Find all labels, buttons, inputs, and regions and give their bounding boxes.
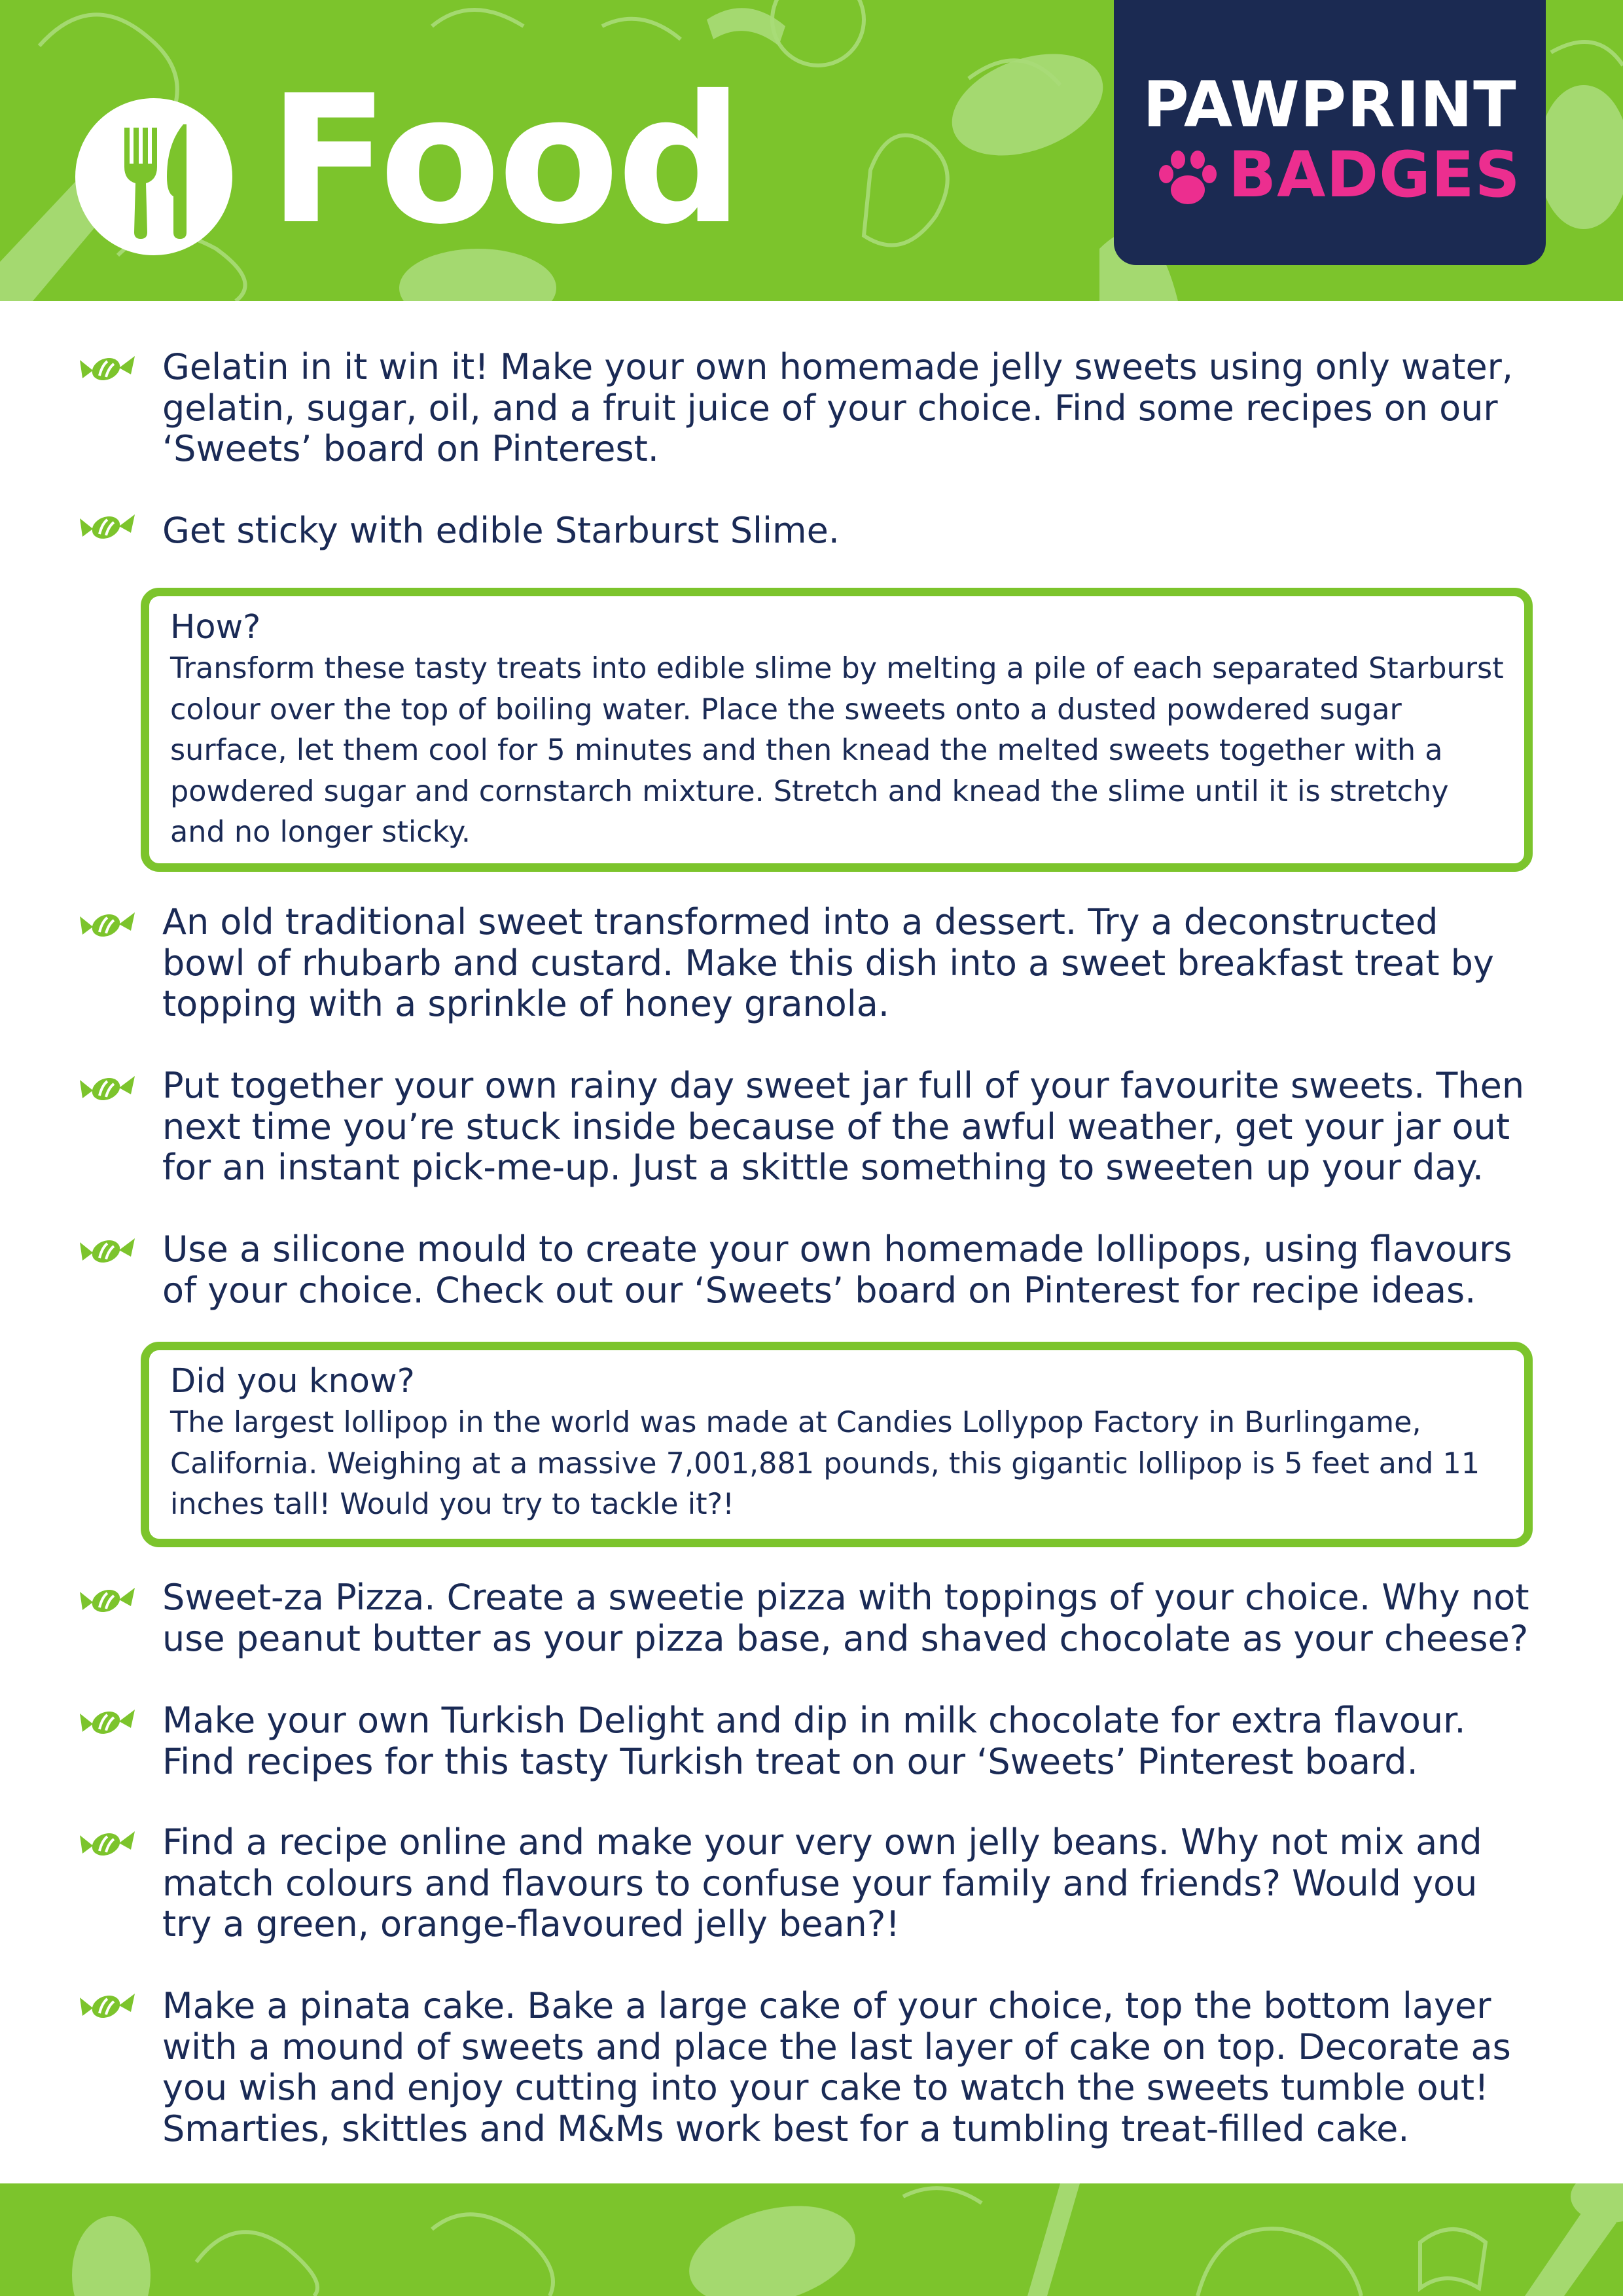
list-item: Make your own Turkish Delight and dip in milk chocolate for extra flavour. Find recipes for this tasty Turkish treat on our ‘Sweets’ Pinterest board. [162,1700,1466,1782]
list-item: An old traditional sweet transformed into a dessert. Try a deconstructed bowl of rhubarb and custard. Make this dish into a sweet breakfast treat by topping with a sprinkle of honey granola. [162,901,1494,1024]
box-text: The largest lollipop in the world was made at Candies Lollypop Factory in Burlingame, California. Weighing at a massive 7,001,881 pounds, this gigantic lollipop is 5 feet and 11 inches tall! Would you try to tackle it?! [170,1406,1480,1521]
brand-name-line1: PAWPRINT [1143,68,1517,141]
candy-icon [79,1699,137,1745]
fork-knife-icon [75,98,232,255]
box-title: How? [170,608,261,647]
page-title: Food [268,57,741,263]
candy-icon [79,1066,137,1111]
list-item: Make a pinata cake. Bake a large cake of your choice, top the bottom layer with a mound of sweets and place the last layer of cake on top. Decorate as you wish and enjoy cutting into your cake to watch the sweets tumble out! Smarties, skittles and M&Ms work best for a tumbling treat-filled cake. [162,1985,1511,2149]
list-item: Put together your own rainy day sweet jar full of your favourite sweets. Then next time you’re stuck inside because of the awful weather, get your jar out for an instant pick-me-up. Just a skittle something to sweeten up your day. [162,1065,1525,1188]
candy-icon [79,346,137,391]
candy-icon [79,1228,137,1274]
candy-icon [79,1821,137,1867]
candy-icon [79,504,137,550]
brand-logo [1114,0,1546,265]
candy-icon [79,902,137,948]
box-text: Transform these tasty treats into edible slime by melting a pile of each separated Starburst colour over the top of boiling water. Place the sweets onto a dusted powdered sugar surface, let them cool for 5 minutes and then knead the melted sweets together with a powdered sugar and cornstarch mixture. Stretch and knead the slime until it is stretchy and no longer sticky. [170,652,1504,849]
footer-banner [0,2183,1623,2296]
info-box-did-you-know [141,1342,1533,1547]
candy-icon [79,1983,137,2029]
header-banner [0,0,1623,301]
box-title: Did you know? [170,1362,415,1401]
list-item: Sweet-za Pizza. Create a sweetie pizza with toppings of your choice. Why not use peanut butter as your pizza base, and shaved chocolate as your cheese? [162,1577,1529,1659]
decorative-pattern [0,2183,1623,2296]
brand-name-line2: BADGES [1228,138,1521,211]
list-item: Get sticky with edible Starburst Slime. [162,510,840,551]
list-item: Gelatin in it win it! Make your own homemade jelly sweets using only water, gelatin, sugar, oil, and a fruit juice of your choice. Find some recipes on our ‘Sweets’ board on Pinterest. [162,346,1514,469]
list-item: Find a recipe online and make your very own jelly beans. Why not mix and match colours and flavours to confuse your family and friends? Would you try a green, orange-flavoured jelly bean?! [162,1821,1482,1945]
list-item: Use a silicone mould to create your own homemade lollipops, using flavours of your choice. Check out our ‘Sweets’ board on Pinterest for recipe ideas. [162,1229,1512,1311]
paw-icon [1152,145,1224,211]
info-box-how [141,588,1533,872]
candy-icon [79,1577,137,1623]
